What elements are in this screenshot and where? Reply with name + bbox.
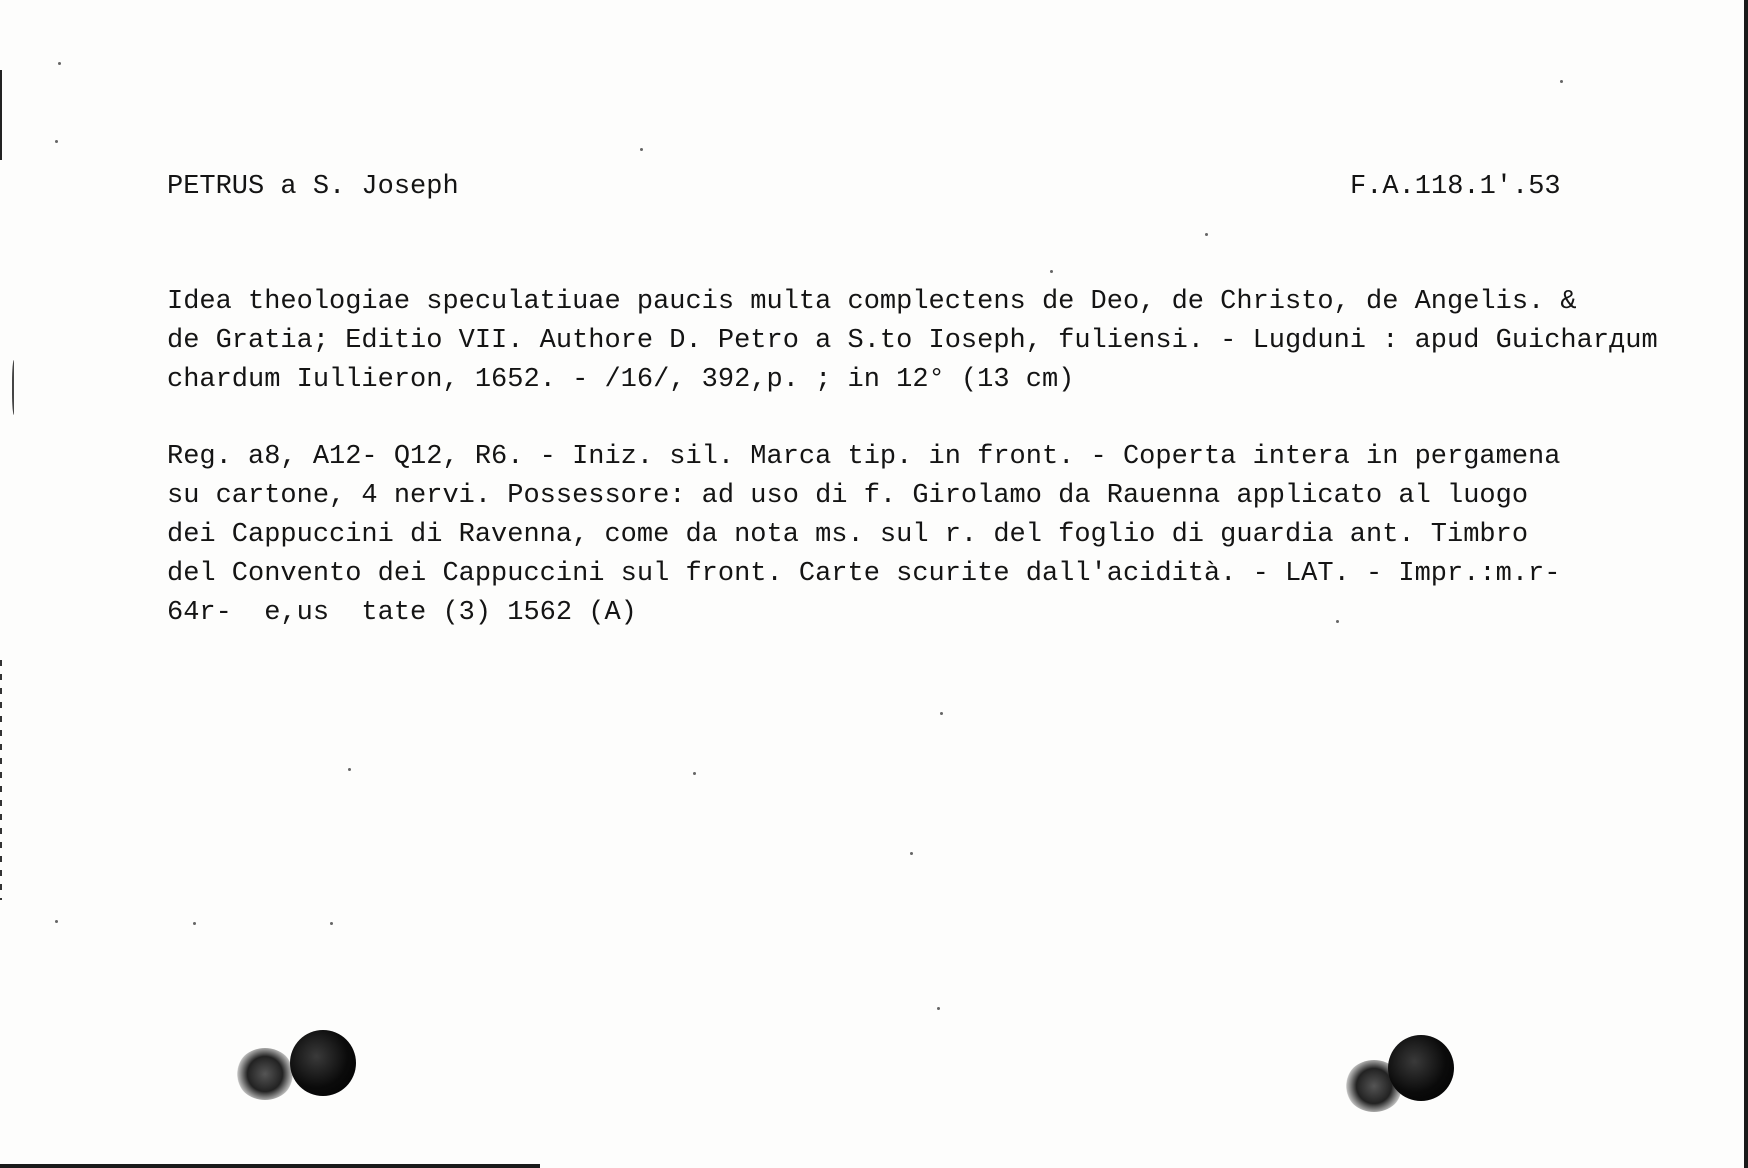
speck <box>55 140 58 143</box>
notes-line: dei Cappuccini di Ravenna, come da nota ms. sul r. del foglio di guardia ant. Timbro <box>167 520 1529 550</box>
speck <box>1205 233 1208 236</box>
scan-edge-left <box>0 70 2 160</box>
speck <box>193 922 196 925</box>
speck <box>330 922 333 925</box>
speck <box>1050 270 1053 273</box>
notes-line: del Convento dei Cappuccini sul front. Carte scurite dall'acidità. - LAT. - Impr.:m.r- <box>167 559 1561 589</box>
shelfmark: F.A.118.1'.53 <box>1350 172 1561 202</box>
speck <box>940 712 943 715</box>
scan-edge-left-dashed <box>0 660 2 900</box>
speck <box>910 852 913 855</box>
notes-line: Reg. a8, A12- Q12, R6. - Iniz. sil. Marca tip. in front. - Coperta intera in pergamena <box>167 442 1561 472</box>
title-line: chardum Iullieron, 1652. - /16/, 392,p. ; in 12° (13 cm) <box>167 365 1075 395</box>
speck <box>1336 620 1339 623</box>
speck <box>348 768 351 771</box>
pencil-mark <box>12 360 17 415</box>
title-line: de Gratia; Editio VII. Authore D. Petro a S.to Ioseph, fuliensi. - Lugduni : apud Guicharдum <box>167 326 1658 356</box>
scan-edge-bottom <box>0 1164 540 1168</box>
binder-hole <box>290 1030 356 1096</box>
speck <box>693 772 696 775</box>
notes-line: 64r- e,us tate (3) 1562 (A) <box>167 598 637 628</box>
binder-hole <box>1388 1035 1454 1101</box>
title-line: Idea theologiae speculatiuae paucis multa complectens de Deo, de Christo, de Angelis. & <box>167 287 1577 317</box>
speck <box>55 920 58 923</box>
speck <box>1560 80 1563 83</box>
notes-line: su cartone, 4 nervi. Possessore: ad uso di f. Girolamo da Rauenna applicato al luogo <box>167 481 1529 511</box>
notes-description <box>167 438 1560 633</box>
speck <box>640 148 643 151</box>
author-heading: PETRUS a S. Joseph <box>167 172 459 202</box>
title-description <box>167 283 1658 400</box>
binder-hole-smudge <box>236 1048 294 1100</box>
scan-edge-right <box>1738 0 1748 1168</box>
speck <box>937 1007 940 1010</box>
speck <box>58 62 61 65</box>
